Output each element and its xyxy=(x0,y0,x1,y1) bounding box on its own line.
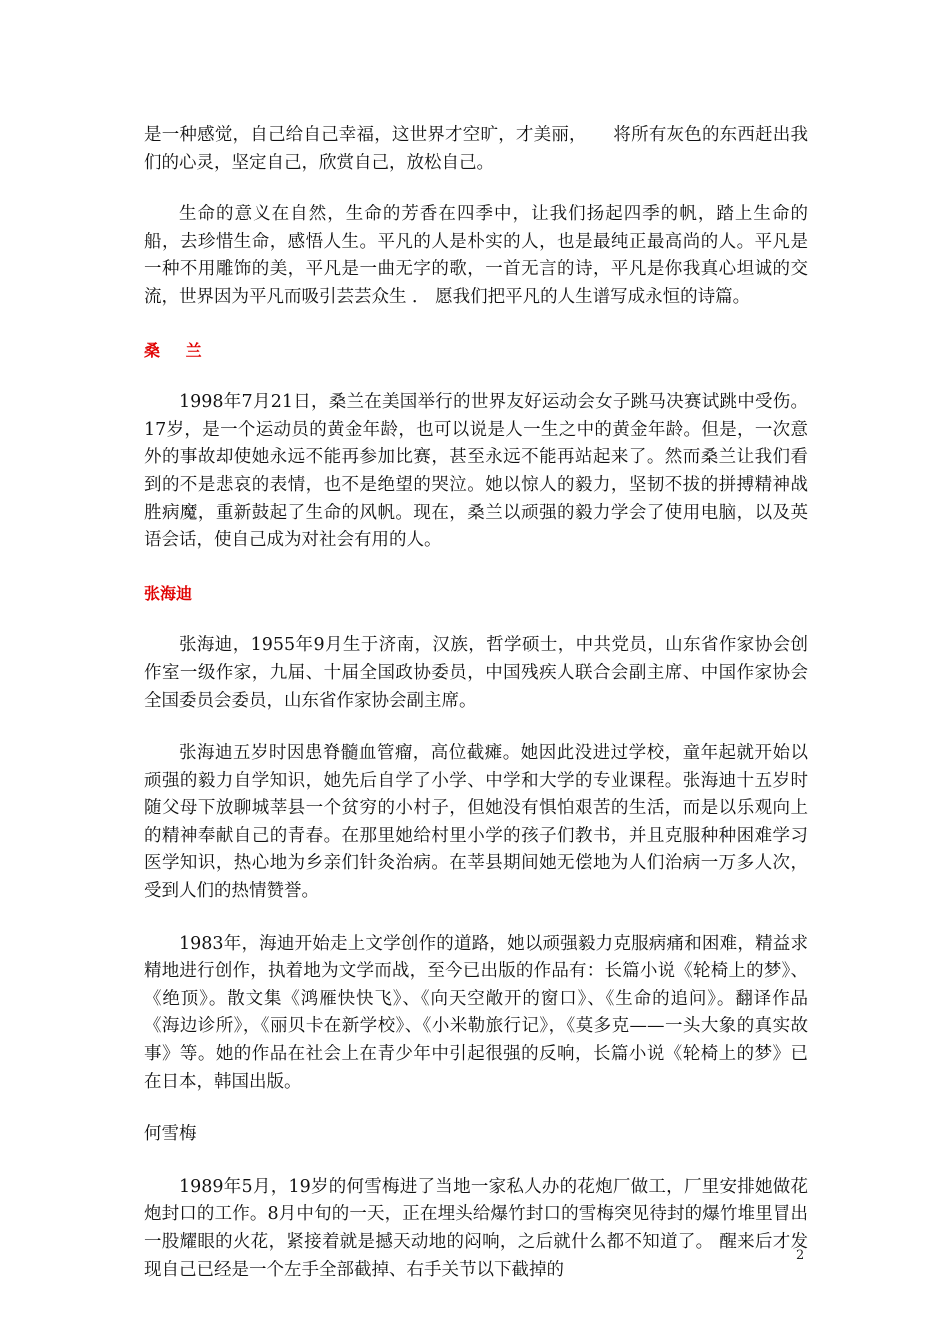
heading-sang-lan: 桑兰 xyxy=(144,340,228,360)
page-number: 2 xyxy=(796,1248,805,1263)
paragraph-sang-lan: 1998年7月21日，桑兰在美国举行的世界友好运动会女子跳马决赛试跳中受伤。17岁，是一个运动员的黄金年龄，也可以说是人一生之中的黄金年龄。但是，一次意外的事故却使她永远不能再参加比赛，甚至永远不能再站起来了。然而桑兰让我们看到的不是悲哀的表情，也不是绝望的哭泣。她以惊人的毅力，坚韧不拔的拼搏精神战胜病魔，重新鼓起了生命的风帆。现在，桑兰以顽强的毅力学会了使用电脑，以及英语会话，使自己成为对社会有用的人。 xyxy=(144,392,808,551)
paragraph-continuation: 是一种感觉，自己给自己幸福，这世界才空旷，才美丽， 将所有灰色的东西赶出我们的心灵，坚定自己，欣赏自己，放松自己。 xyxy=(144,125,808,173)
paragraph-zhang-haidi-illness: 张海迪五岁时因患脊髓血管瘤，高位截瘫。她因此没进过学校，童年起就开始以顽强的毅力自学知识，她先后自学了小学、中学和大学的专业课程。张海迪十五岁时随父母下放聊城莘县一个贫穷的小村子，但她没有惧怕艰苦的生活，而是以乐观向上的精神奉献自己的青春。在那里她给村里小学的孩子们教书，并且克服种种困难学习医学知识，热心地为乡亲们针灸治病。在莘县期间她无偿地为人们治病一万多人次，受到人们的热情赞誉。 xyxy=(144,743,808,902)
document-body xyxy=(144,122,808,1309)
paragraph-zhang-haidi-bio: 张海迪，1955年9月生于济南，汉族，哲学硕士，中共党员，山东省作家协会创作室一级作家，九届、十届全国政协委员，中国残疾人联合会副主席、中国作家协会全国委员会委员，山东省作家协会副主席。 xyxy=(144,635,808,711)
heading-he-xuemei: 何雪梅 xyxy=(144,1124,197,1145)
paragraph-zhang-haidi-works: 1983年，海迪开始走上文学创作的道路，她以顽强毅力克服病痛和困难，精益求精地进行创作，执着地为文学而战，至今已出版的作品有：长篇小说《轮椅上的梦》、《绝顶》。散文集《鸿雁快快飞》、《向天空敞开的窗口》、《生命的追问》。翻译作品《海边诊所》，《丽贝卡在新学校》、《小米勒旅行记》，《莫多克——一头大象的真实故事》等。她的作品在社会上在青少年中引起很强的反响，长篇小说《轮椅上的梦》已在日本，韩国出版。 xyxy=(144,933,808,1092)
paragraph-he-xuemei: 1989年5月，19岁的何雪梅进了当地一家私人办的花炮厂做工，厂里安排她做花炮封口的工作。8月中旬的一天，正在埋头给爆竹封口的雪梅突见待封的爆竹堆里冒出一股耀眼的火花，紧接着就是撼天动地的闷响，之后就什么都不知道了。 醒来后才发现自己已经是一个左手全部截掉、右手关节以下截掉的 xyxy=(144,1176,808,1280)
heading-zhang-haidi: 张海迪 xyxy=(144,583,193,603)
paragraph-meaning-of-life: 生命的意义在自然，生命的芳香在四季中，让我们扬起四季的帆，踏上生命的船，去珍惜生命，感悟人生。平凡的人是朴实的人，也是最纯正最高尚的人。平凡是一种不用雕饰的美，平凡是一曲无字的歌，一首无言的诗，平凡是你我真心坦诚的交流，世界因为平凡而吸引芸芸众生 ． 愿我们把平凡的人生谱写成永恒的诗篇。 xyxy=(144,204,808,307)
